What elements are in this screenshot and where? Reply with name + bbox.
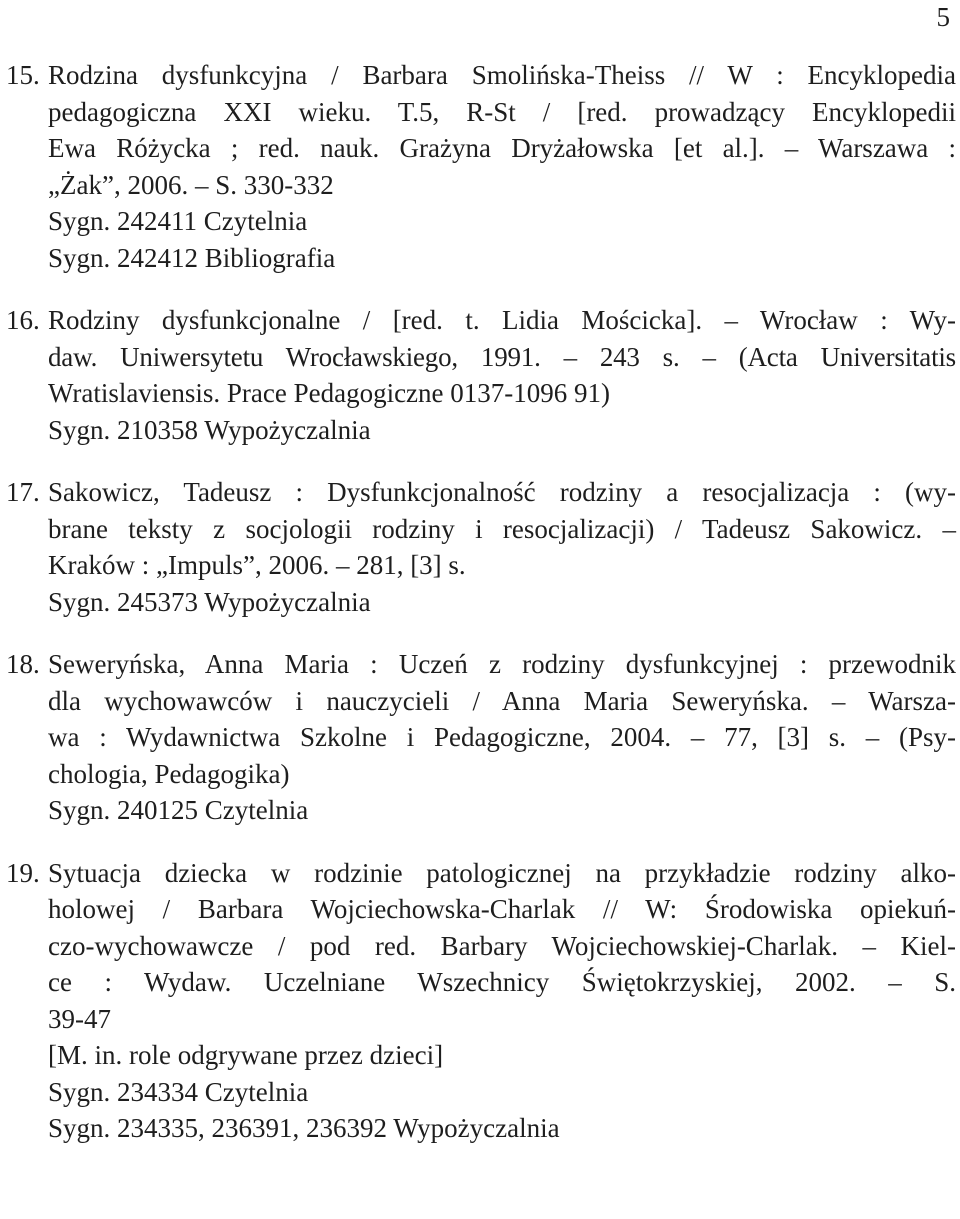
entry-number: 17. (6, 477, 40, 507)
bibliography-entry (6, 646, 956, 829)
entry-text-line: wa : Wydawnictwa Szkolne i Pedagogiczne, 2004. – 77, [3] s. – (Psy- (48, 722, 956, 752)
page-number: 5 (936, 2, 950, 32)
entry-text-line: Seweryńska, Anna Maria : Uczeń z rodziny dysfunkcyjnej : przewodnik (48, 649, 956, 679)
call-number: Sygn. 234335, 236391, 236392 Wypożyczalnia (48, 1113, 560, 1143)
entry-number: 19. (6, 857, 40, 888)
entry-text-line: ce : Wydaw. Uczelniane Wszechnicy Świętokrzyskiej, 2002. – S. (48, 967, 956, 997)
entry-text-line: daw. Uniwersytetu Wrocławskiego, 1991. – 243 s. – (Acta Universitatis (48, 341, 956, 372)
entry-text-line: holowej / Barbara Wojciechowska-Charlak // W: Środowiska opiekuń- (48, 894, 956, 924)
bibliography-entry (6, 57, 956, 276)
entry-text-line: Wratislaviensis. Prace Pedagogiczne 0137-1096 91) (48, 378, 611, 408)
entry-text-line: brane teksty z socjologii rodziny i resocjalizacji) / Tadeusz Sakowicz. – (48, 513, 956, 544)
call-number: Sygn. 210358 Wypożyczalnia (48, 414, 371, 445)
entry-text-line: czo-wychowawcze / pod red. Barbary Wojciechowskiej-Charlak. – Kiel- (48, 930, 956, 961)
entry-number: 18. (6, 649, 40, 679)
entry-number: 15. (6, 60, 40, 90)
entry-text-line: chologia, Pedagogika) (48, 758, 290, 789)
entry-text-line: Rodziny dysfunkcjonalne / [red. t. Lidia Mościcka]. – Wrocław : Wy- (48, 305, 956, 335)
bibliography-entry (6, 855, 956, 1147)
entry-text-line: pedagogiczna XXI wieku. T.5, R-St / [red. prowadzący Encyklopedii (48, 96, 956, 127)
bibliography-list (6, 57, 956, 1173)
entry-note: [M. in. role odgrywane przez dzieci] (48, 1040, 444, 1070)
entry-text-line: Rodzina dysfunkcyjna / Barbara Smolińska-Theiss // W : Encyklopedia (48, 60, 956, 90)
call-number: Sygn. 245373 Wypożyczalnia (48, 586, 371, 617)
call-number: Sygn. 242412 Bibliografia (48, 242, 336, 273)
entry-text-line: 39-47 (48, 1003, 111, 1034)
bibliography-entry (6, 474, 956, 620)
bibliography-entry (6, 302, 956, 448)
entry-text-line: Kraków : „Impuls”, 2006. – 281, [3] s. (48, 550, 466, 580)
entry-number: 16. (6, 305, 40, 335)
call-number: Sygn. 242411 Czytelnia (48, 206, 308, 236)
entry-text-line: dla wychowawców i nauczycieli / Anna Maria Seweryńska. – Warsza- (48, 685, 956, 716)
call-number: Sygn. 240125 Czytelnia (48, 795, 309, 825)
entry-text-line: „Żak”, 2006. – S. 330-332 (48, 169, 334, 200)
entry-text-line: Sytuacja dziecka w rodzinie patologicznej na przykładzie rodziny alko- (48, 857, 956, 888)
entry-text-line: Ewa Różycka ; red. nauk. Grażyna Dryżałowska [et al.]. – Warszawa : (48, 133, 956, 163)
entry-text-line: Sakowicz, Tadeusz : Dysfunkcjonalność rodziny a resocjalizacja : (wy- (48, 477, 956, 507)
call-number: Sygn. 234334 Czytelnia (48, 1076, 309, 1107)
